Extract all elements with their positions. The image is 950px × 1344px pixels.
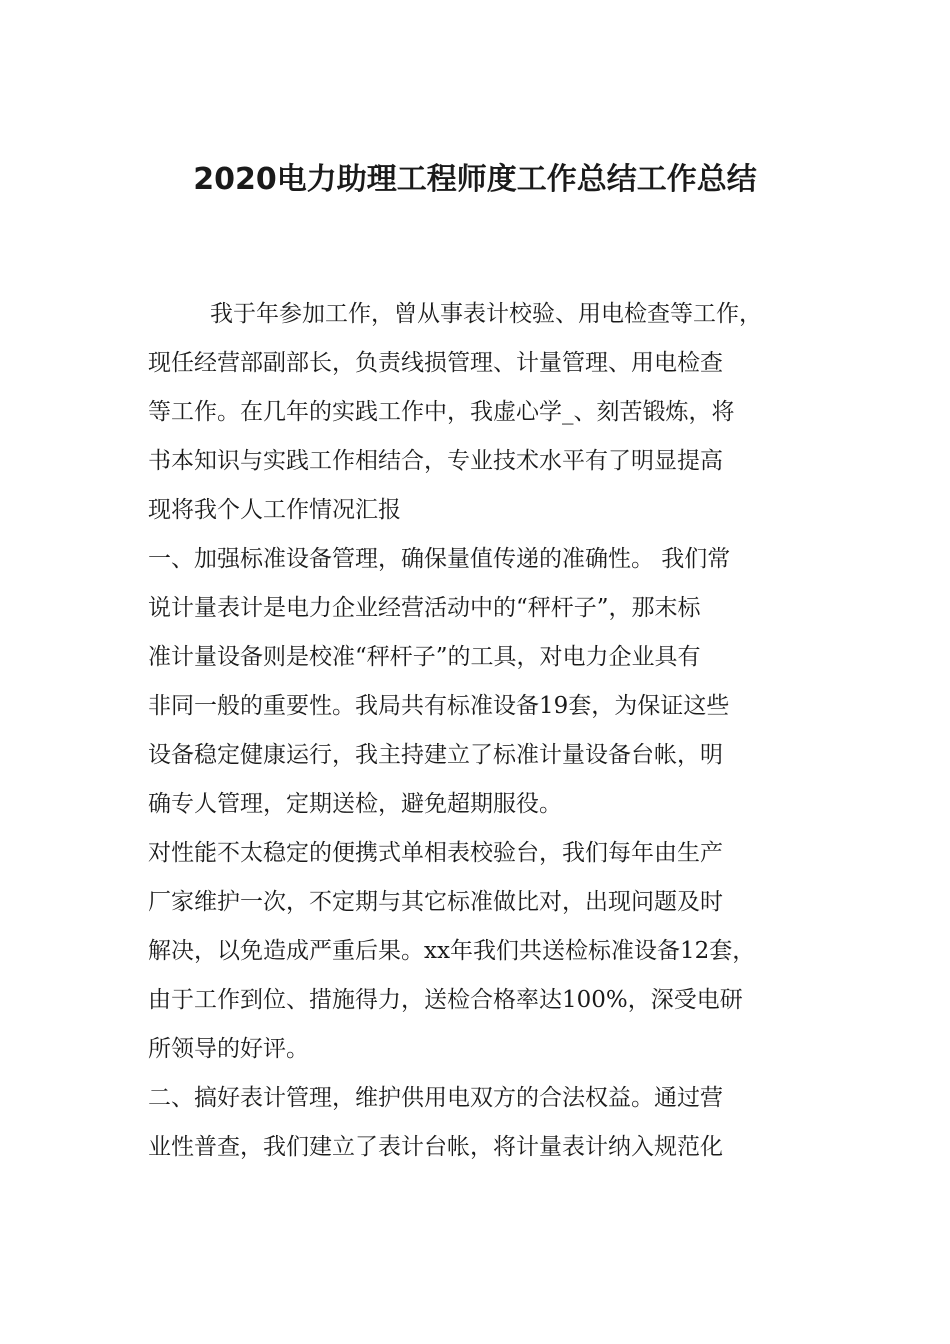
paragraph-line: 业性普查，我们建立了表计台帐，将计量表计纳入规范化 [148,1134,723,1160]
paragraph-line: 我于年参加工作，曾从事表计校验、用电检查等工作， [210,301,762,327]
paragraph-line: 由于工作到位、措施得力，送检合格率达100%，深受电研 [148,987,743,1013]
paragraph-line: 二、搞好表计管理，维护供用电双方的合法权益。通过营 [148,1085,723,1111]
paragraph-line: 厂家维护一次，不定期与其它标准做比对，出现问题及时 [148,889,723,915]
paragraph-line: 说计量表计是电力企业经营活动中的“秤杆子”，那末标 [148,595,701,621]
paragraph-line: 准计量设备则是校准“秤杆子”的工具，对电力企业具有 [148,644,701,670]
document-title: 2020电力助理工程师度工作总结工作总结 [193,162,757,197]
paragraph-line: 所领导的好评。 [148,1036,309,1062]
paragraph-line: 设备稳定健康运行，我主持建立了标准计量设备台帐，明 [148,742,723,768]
paragraph-line: 解决，以免造成严重后果。xx年我们共送检标准设备12套， [148,938,756,964]
paragraph-line: 等工作。在几年的实践工作中，我虚心学_、刻苦锻炼，将 [148,399,735,425]
paragraph-line: 对性能不太稳定的便携式单相表校验台，我们每年由生产 [148,840,723,866]
document-body [148,290,828,1172]
paragraph-line: 书本知识与实践工作相结合，专业技术水平有了明显提高 [148,448,723,474]
paragraph-line: 现将我个人工作情况汇报 [148,497,401,523]
paragraph-line: 现任经营部副部长，负责线损管理、计量管理、用电检查 [148,350,723,376]
paragraph-line: 非同一般的重要性。我局共有标准设备19套，为保证这些 [148,693,730,719]
paragraph-line: 确专人管理，定期送检，避免超期服役。 [148,791,562,817]
paragraph-line: 一、加强标准设备管理，确保量值传递的准确性。 我们常 [148,546,731,572]
